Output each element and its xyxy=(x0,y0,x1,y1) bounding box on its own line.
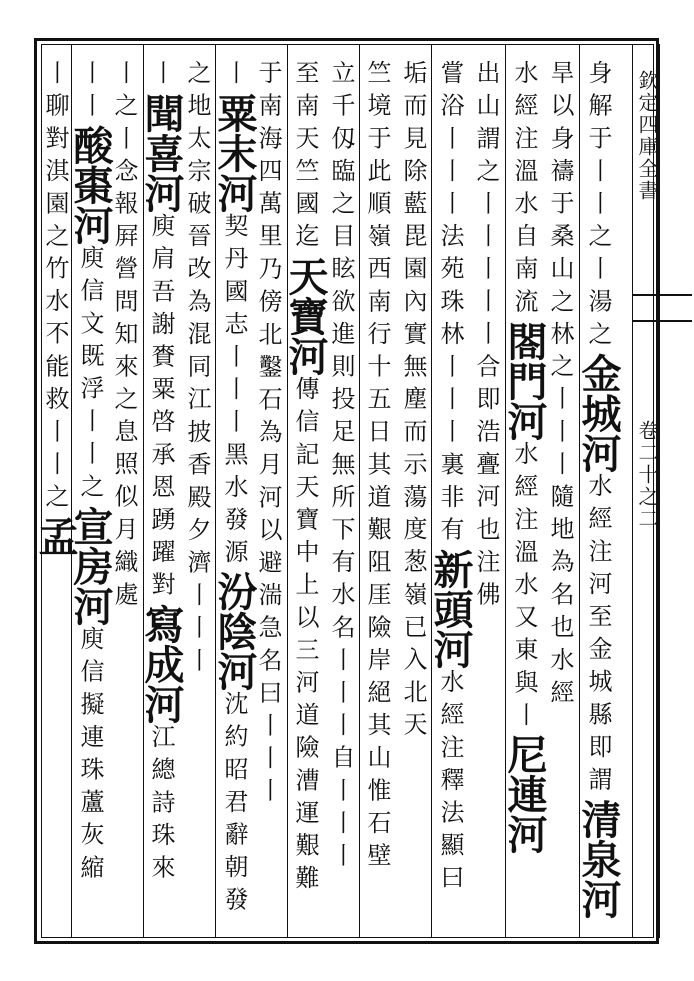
river-heading: 閤門河 xyxy=(501,320,548,441)
margin-juan: 卷二十之二 xyxy=(635,420,659,530)
column-text: 之地太宗破晉改為混同江 xyxy=(183,60,211,419)
column-text: 注佛 xyxy=(472,549,500,615)
text-column xyxy=(472,60,500,614)
column-rule xyxy=(359,44,360,938)
column-rule xyxy=(287,44,288,938)
column-text: 庾肩吾謝賚粟啓承恩踴躍對 xyxy=(147,212,175,604)
column-text: 水不能救丨丨之 xyxy=(41,288,69,517)
river-heading: 酸棗河 xyxy=(67,125,114,246)
column-rule xyxy=(431,44,432,938)
column-text: 披香殿夕濟丨丨丨 xyxy=(183,418,211,680)
column-text: 水經注河至金城縣即謂 xyxy=(584,473,612,800)
column-text: 立千仭臨之目眩欲進則投足無所下有水名丨丨丨自丨丨丨 xyxy=(327,60,355,875)
river-heading: 宣房河 xyxy=(67,506,114,627)
column-text: 竺境于此順嶺西南行十五日其道艱阻厓險岸絕其山惟石壁 xyxy=(363,60,391,875)
river-heading: 孟 xyxy=(32,516,79,557)
column-text: 乃傍北鑿石為月河以避湍急名曰丨丨丨 xyxy=(254,255,282,810)
text-column xyxy=(427,60,474,898)
column-text: 于南海四萬里 xyxy=(254,60,282,256)
column-text: 水經注釋法顯曰 xyxy=(436,669,464,898)
fish-tail-mark xyxy=(632,294,692,322)
river-heading: 聞喜河 xyxy=(138,92,185,213)
river-heading: 金城河 xyxy=(575,353,622,474)
river-heading: 清泉河 xyxy=(575,799,622,920)
column-text: 水經注溫水又東與丨 xyxy=(510,440,538,735)
margin-title: 欽定四庫全書 xyxy=(635,70,659,202)
column-text: 庾信擬連珠蘆灰縮 xyxy=(76,626,104,887)
text-column xyxy=(546,60,574,712)
river-heading: 新頭河 xyxy=(427,549,474,669)
column-text: 丨丨 xyxy=(76,60,104,126)
text-column xyxy=(575,60,622,920)
river-heading: 尼連河 xyxy=(501,734,548,855)
column-text: 垢而見除藍毘園內實無塵而示蕩 xyxy=(399,60,427,517)
column-text: 度葱嶺已入北天 xyxy=(399,516,427,745)
text-column xyxy=(211,60,258,920)
column-text: 契丹國志丨丨丨黑水發源 xyxy=(220,212,248,572)
river-heading: 粟末河 xyxy=(211,92,258,213)
column-text: 江總詩珠來 xyxy=(147,723,175,887)
text-column xyxy=(138,60,185,887)
column-text: 照似月織處 xyxy=(110,451,138,615)
text-column xyxy=(282,60,329,898)
text-column xyxy=(183,60,211,679)
column-text: 沈約昭君辭朝發 xyxy=(220,691,248,920)
text-column xyxy=(327,60,355,875)
column-text: 出山謂之丨丨丨 xyxy=(472,60,500,289)
text-column xyxy=(501,60,548,855)
column-text: 水經注溫水自南流 xyxy=(510,60,538,321)
river-heading: 天寶河 xyxy=(282,255,329,376)
column-text: 丨丨合即浩亹河也 xyxy=(472,288,500,550)
text-column xyxy=(363,60,391,875)
column-text: 丨 xyxy=(147,60,175,93)
column-text: 庾信文既浮丨丨之 xyxy=(76,245,104,507)
column-text: 旱以身禱于桑山之林 xyxy=(546,60,574,354)
river-heading: 汾陰河 xyxy=(211,571,258,692)
text-column xyxy=(32,60,79,557)
river-heading: 寫成河 xyxy=(138,603,185,724)
column-text: 嘗浴丨丨丨法苑珠林丨丨丨裏非有 xyxy=(436,60,464,549)
column-text: 傳信記天寶中上以三河道險漕運艱難 xyxy=(291,375,319,898)
text-column xyxy=(399,60,427,745)
column-text: 身解于丨丨之丨湯之 xyxy=(584,60,612,354)
column-text: 水經 xyxy=(546,646,574,713)
text-column xyxy=(110,60,138,614)
column-text: 至南天竺國迄 xyxy=(291,60,319,256)
column-text: 丨之丨念報屛營問知來之息 xyxy=(110,60,138,452)
column-text: 之丨丨丨隨地為名也 xyxy=(546,353,574,647)
column-text: 丨 xyxy=(220,60,248,93)
column-text: 丨聊對淇園之竹 xyxy=(41,60,69,289)
text-column xyxy=(67,60,114,887)
text-column xyxy=(254,60,282,810)
